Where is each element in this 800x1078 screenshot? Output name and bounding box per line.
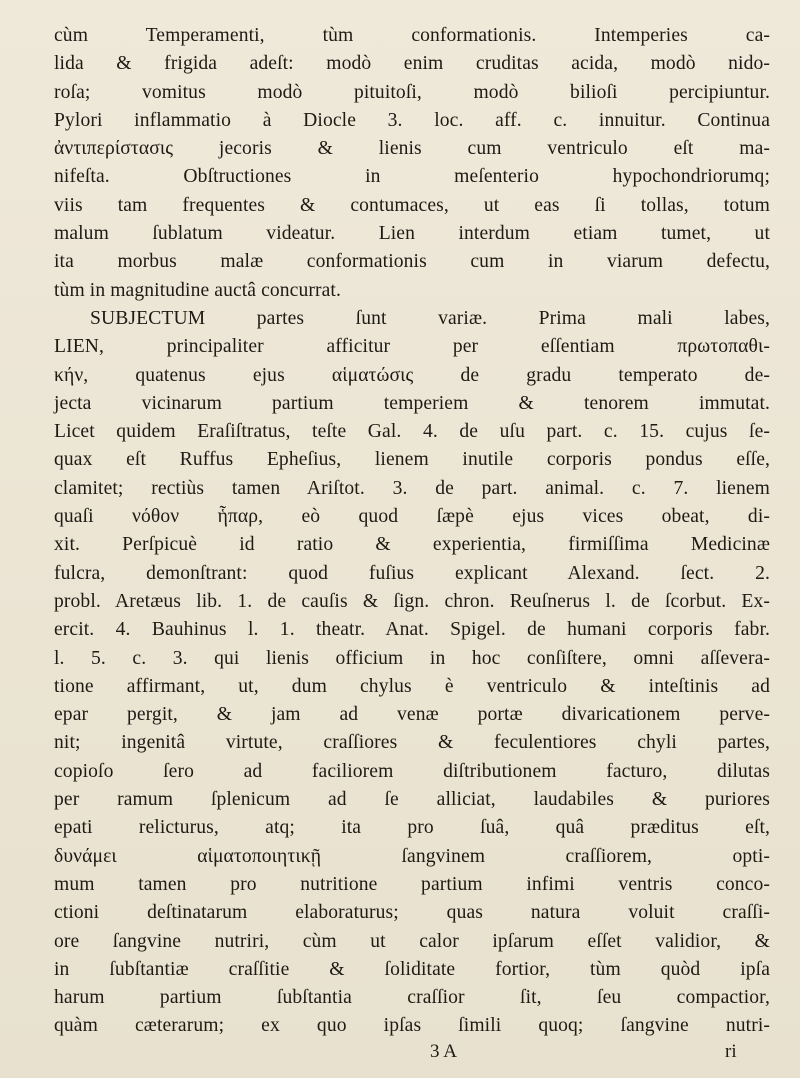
page-footer [0, 1041, 800, 1071]
text-line: ἀντιπερίστασις jecoris & lienis cum ventriculo eſt ma- [54, 138, 770, 160]
text-line: harum partium ſubſtantia craſſior ſit, ſeu compactior, [54, 987, 770, 1009]
text-line: fulcra, demonſtrant: quod fuſius explicant Alexand. ſect. 2. [54, 562, 770, 584]
text-line: ctioni deſtinatarum elaboraturus; quas natura voluit craſſi- [54, 902, 770, 924]
text-line: SUBJECTUM partes ſunt variæ. Prima mali labes, [90, 307, 770, 329]
text-line: ita morbus malæ conformationis cum in viarum defectu, [54, 251, 770, 273]
text-line: quaſi νόθον ἧπαρ, eò quod ſæpè ejus vices obeat, di- [54, 506, 770, 528]
text-line: nit; ingenitâ virtute, craſſiores & feculentiores chyli partes, [54, 732, 770, 754]
text-line: epar pergit, & jam ad venæ portæ divaricationem perve- [54, 704, 770, 726]
text-line: roſa; vomitus modò pituitoſi, modò bilioſi percipiuntur. [54, 81, 770, 103]
text-line: in ſubſtantiæ craſſitie & ſoliditate fortior, tùm quòd ipſa [54, 958, 770, 980]
text-line: ercit. 4. Bauhinus l. 1. theatr. Anat. Spigel. de humani corporis fabr. [54, 619, 770, 641]
text-line: mum tamen pro nutritione partium infimi ventris conco- [54, 873, 770, 895]
text-line: clamitet; rectiùs tamen Ariſtot. 3. de part. animal. c. 7. lienem [54, 477, 770, 499]
text-line: quax eſt Ruffus Epheſius, lienem inutile corporis pondus eſſe, [54, 449, 770, 471]
text-line: viis tam frequentes & contumaces, ut eas ſi tollas, totum [54, 194, 770, 216]
text-line: ore ſangvine nutriri, cùm ut calor ipſarum eſſet validior, & [54, 930, 770, 952]
text-line: xit. Perſpicuè id ratio & experientia, firmiſſima Medicinæ [54, 534, 770, 556]
text-line: δυνάμει αἱματοποιητικῇ ſangvinem craſſiorem, opti- [54, 845, 770, 867]
text-line: nifeſta. Obſtructiones in meſenterio hypochondriorumq; [54, 166, 770, 188]
text-line: quàm cæterarum; ex quo ipſas ſimili quoq; ſangvine nutri- [54, 1015, 770, 1037]
text-line: LIEN, principaliter afficitur per eſſentiam πρωτοπαθι- [54, 336, 770, 358]
text-line: epati relicturus, atq; ita pro ſuâ, quâ præditus eſt, [54, 817, 770, 839]
text-line: probl. Aretæus lib. 1. de cauſis & ſign. chron. Reuſnerus l. de ſcorbut. Ex- [54, 590, 770, 612]
signature-mark: 3 A [430, 1041, 457, 1062]
text-line: copioſo ſero ad faciliorem diſtributionem facturo, dilutas [54, 760, 770, 782]
text-line: Pylori inflammatio à Diocle 3. loc. aff. c. innuitur. Continua [54, 109, 770, 131]
text-line: κήν, quatenus ejus αἱματώσις de gradu temperato de- [54, 364, 770, 386]
text-line: malum ſublatum videatur. Lien interdum etiam tumet, ut [54, 223, 770, 245]
text-line: per ramum ſplenicum ad ſe alliciat, laudabiles & puriores [54, 789, 770, 811]
text-line: Licet quidem Eraſiſtratus, teſte Gal. 4. de uſu part. c. 15. cujus ſe- [54, 421, 770, 443]
text-line: l. 5. c. 3. qui lienis officium in hoc conſiſtere, omni aſſevera- [54, 647, 770, 669]
text-line: tùm in magnitudine auctâ concurrat. [54, 279, 341, 301]
catchword: ri [725, 1041, 737, 1062]
body-text [54, 22, 770, 1041]
text-line: lida & frigida adeſt: modò enim cruditas acida, modò nido- [54, 53, 770, 75]
text-line: jecta vicinarum partium temperiem & tenorem immutat. [54, 392, 770, 414]
text-line: tione affirmant, ut, dum chylus è ventriculo & inteſtinis ad [54, 675, 770, 697]
text-line: cùm Temperamenti, tùm conformationis. Intemperies ca- [54, 25, 770, 46]
